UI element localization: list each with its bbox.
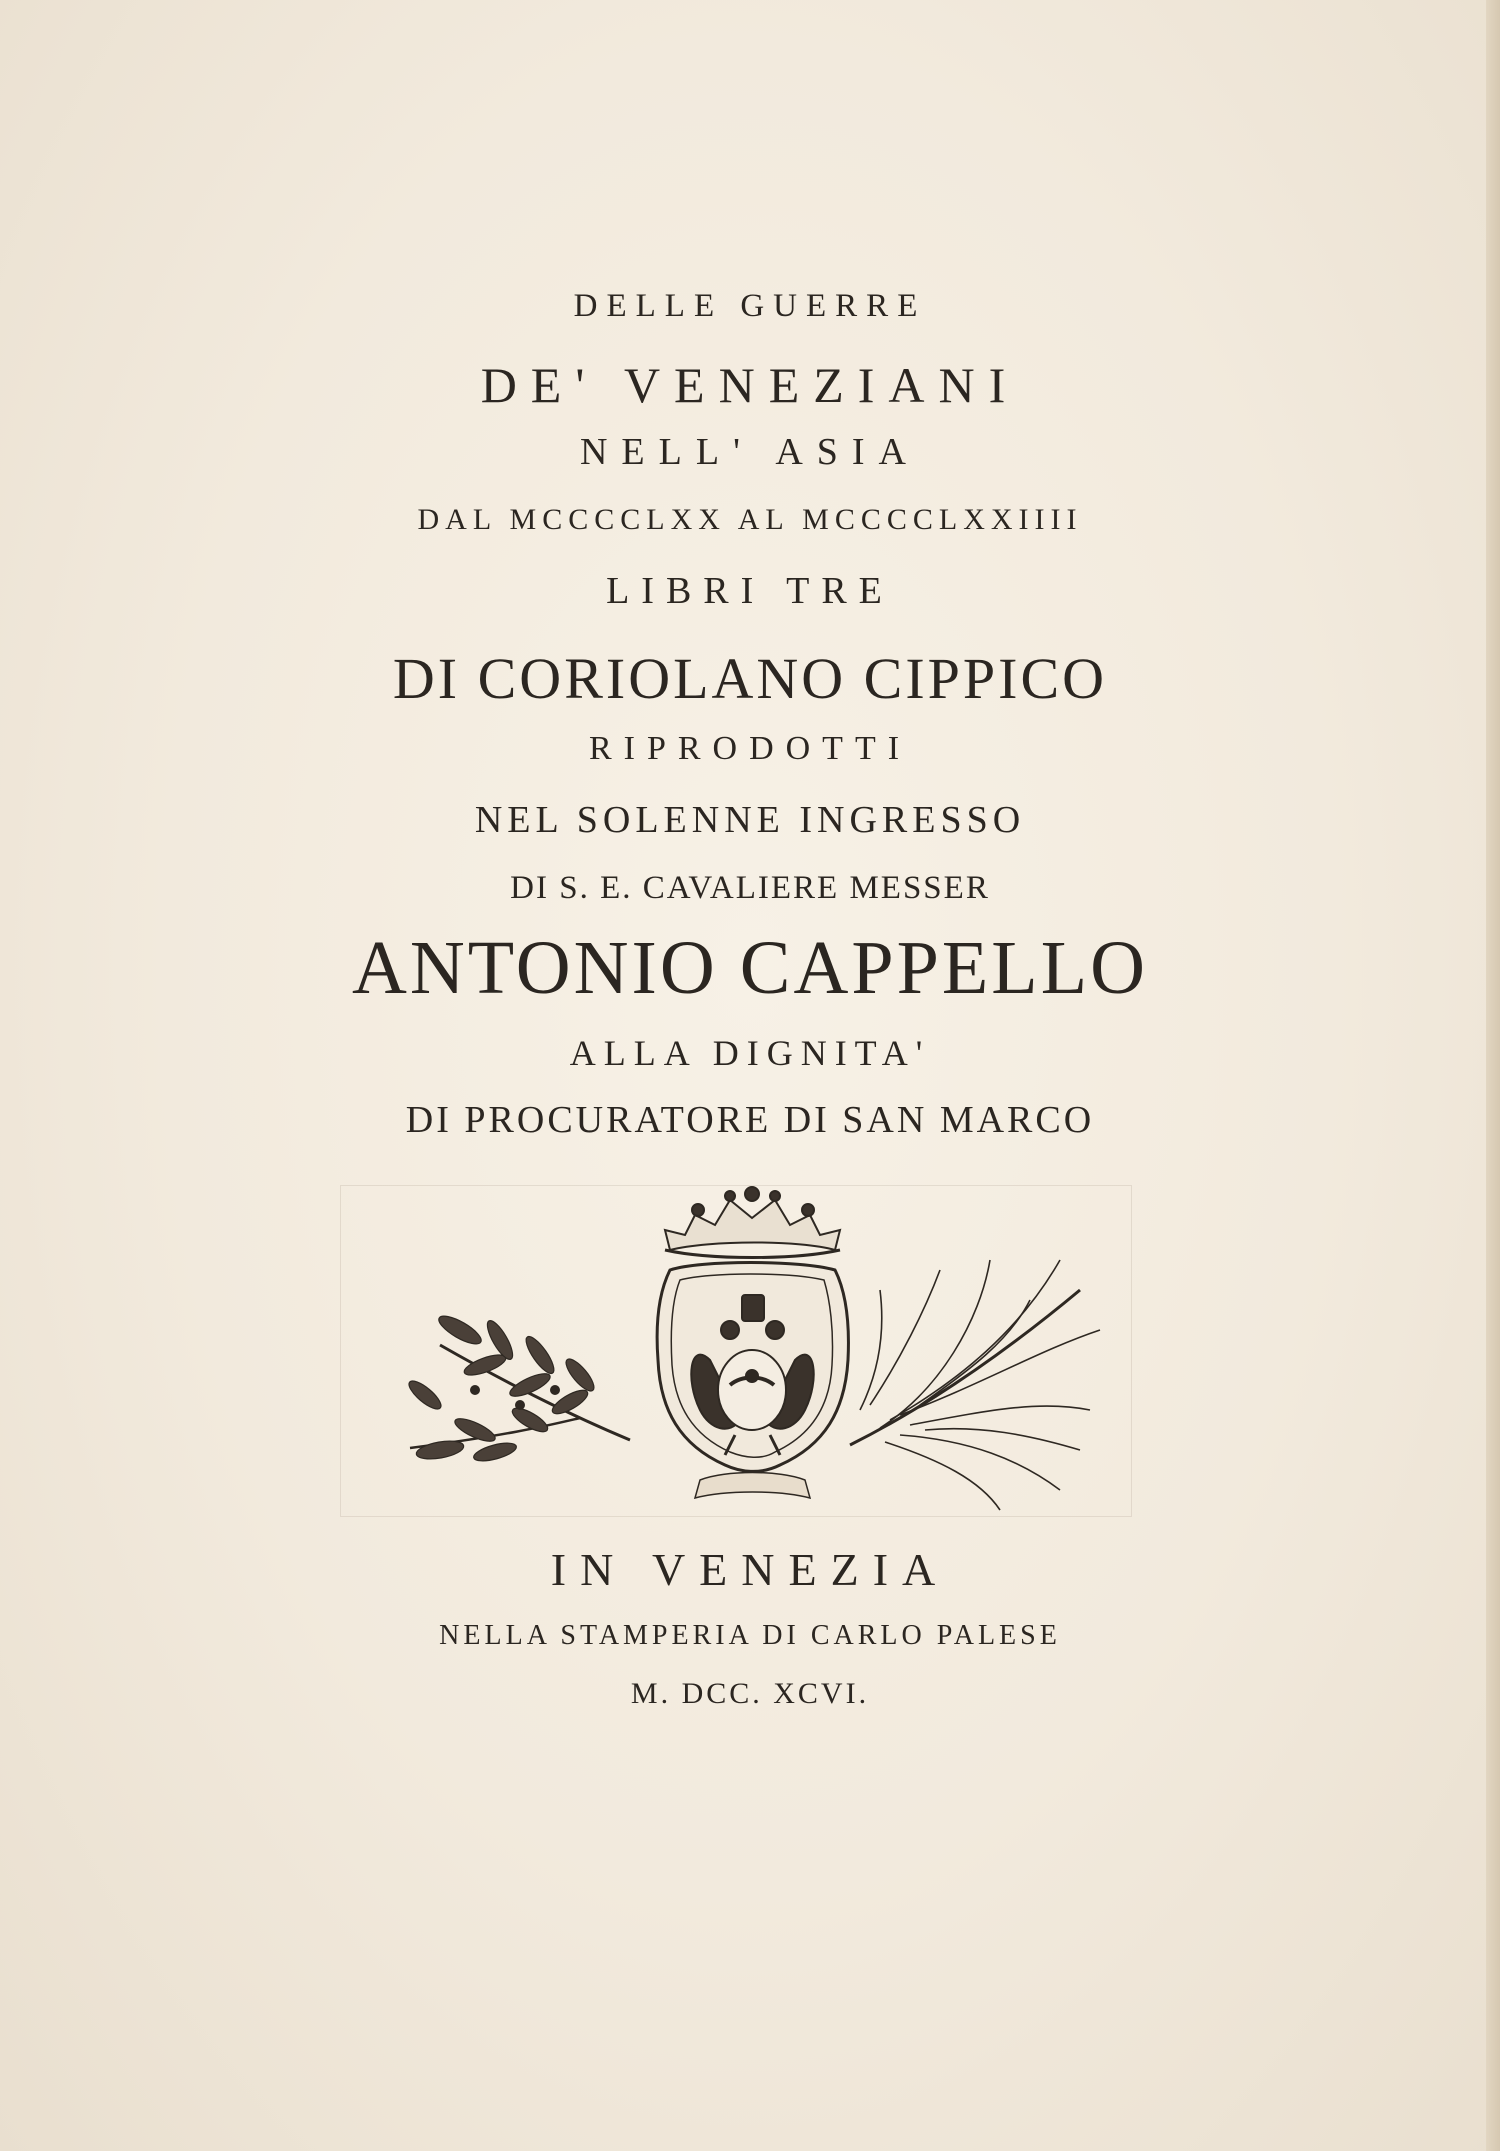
shield-icon xyxy=(657,1263,848,1499)
books-count: LIBRI TRE xyxy=(606,570,894,612)
imprint-place: IN VENEZIA xyxy=(550,1544,950,1595)
dedicatee-name: ANTONIO CAPPELLO xyxy=(351,926,1149,1010)
reproduced-line: RIPRODOTTI xyxy=(588,730,912,767)
honorific-line: DI S. E. CAVALIERE MESSER xyxy=(510,870,990,906)
office-line: DI PROCURATORE DI SAN MARCO xyxy=(405,1099,1095,1141)
title-line-1: DELLE GUERRE xyxy=(573,288,927,324)
dignity-line: ALLA DIGNITA' xyxy=(569,1033,931,1073)
date-range: DAL MCCCCLXX AL MCCCCLXXIIII xyxy=(417,503,1083,536)
crown-icon xyxy=(665,1187,840,1258)
author-line: DI CORIOLANO CIPPICO xyxy=(392,646,1108,711)
occasion-line: NEL SOLENNE INGRESSO xyxy=(474,799,1026,841)
palm-frond-icon xyxy=(850,1260,1100,1510)
title-line-3: NELL' ASIA xyxy=(579,431,920,473)
title-line-2: DE' VENEZIANI xyxy=(480,357,1020,413)
coat-of-arms-icon xyxy=(380,1180,1120,1520)
imprint-year: M. DCC. XCVI. xyxy=(630,1677,870,1710)
imprint-printer: NELLA STAMPERIA DI CARLO PALESE xyxy=(439,1620,1061,1651)
olive-branch-icon xyxy=(405,1311,630,1464)
